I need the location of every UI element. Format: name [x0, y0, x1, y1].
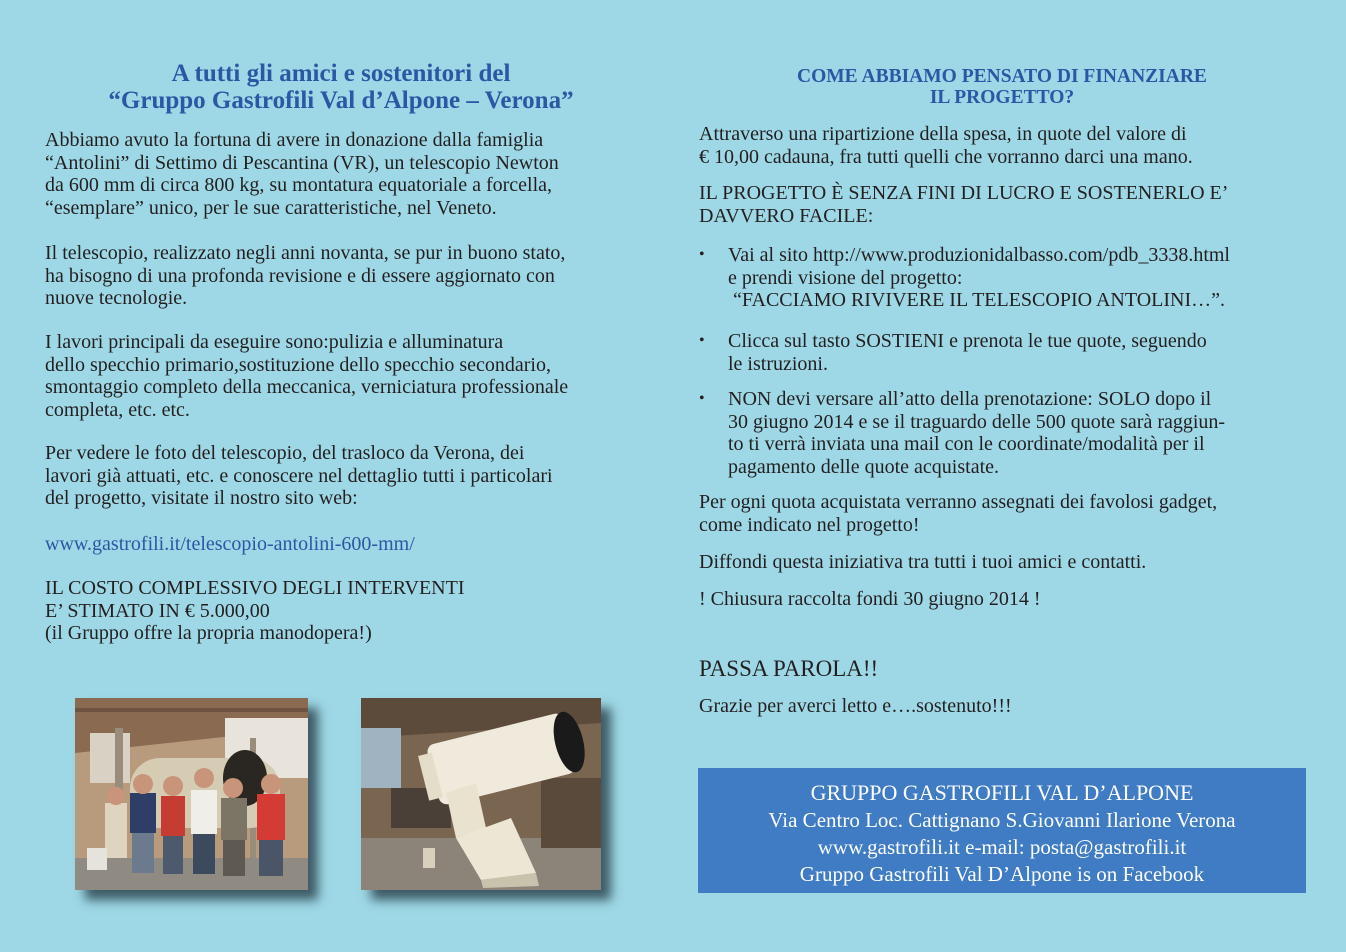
right-title — [699, 66, 1305, 108]
contact-web-email[interactable]: www.gastrofili.it e-mail: posta@gastrofili.it — [817, 835, 1187, 859]
text-line: I lavori principali da eseguire sono:pulizia e alluminatura — [45, 331, 504, 353]
text-line: Vai al sito http://www.produzionidalbasso.com/pdb_3338.html — [728, 244, 1230, 266]
text-line: del progetto, visitate il nostro sito web: — [45, 487, 358, 510]
contact-box — [698, 768, 1306, 893]
text-line: “esemplare” unico, per le sue caratteristiche, nel Veneto. — [45, 196, 497, 219]
text-line: dello specchio primario,sostituzione dello specchio secondario, — [45, 353, 551, 376]
text-line: “FACCIAMO RIVIVERE IL TELESCOPIO ANTOLINI…”. — [728, 289, 1226, 312]
text-line: pagamento delle quote acquistate. — [728, 455, 1000, 478]
text-line: Attraverso una ripartizione della spesa, in quote del valore di — [699, 123, 1187, 145]
thanks-text: Grazie per averci letto e….sostenuto!!! — [699, 695, 1012, 717]
left-title-line2: “Gruppo Gastrofili Val d’Alpone – Verona” — [108, 87, 574, 114]
text-line: E’ STIMATO IN € 5.000,00 — [45, 599, 270, 622]
left-title-line1: A tutti gli amici e sostenitori del — [171, 60, 511, 87]
right-paragraph-3 — [699, 491, 1217, 536]
right-paragraph-4: Diffondi questa iniziativa tra tutti i tuoi amici e contatti. — [699, 551, 1147, 573]
passa-parola-heading: PASSA PAROLA!! — [699, 656, 879, 681]
contact-facebook[interactable]: Gruppo Gastrofili Val D’Alpone is on Facebook — [799, 862, 1205, 886]
text-line: to ti verrà inviata una mail con le coordinate/modalità per il — [728, 433, 1205, 456]
left-paragraph-3 — [45, 331, 568, 421]
text-line: Per ogni quota acquistata verranno assegnati dei favolosi gadget, — [699, 491, 1218, 513]
right-paragraph-1 — [699, 123, 1193, 168]
bullet-icon: • — [699, 390, 705, 407]
left-paragraph-2 — [45, 242, 565, 310]
contact-address: Via Centro Loc. Cattignano S.Giovanni Ilarione Verona — [768, 808, 1236, 832]
right-paragraph-2 — [699, 182, 1228, 227]
text-line: Per vedere le foto del telescopio, del trasloco da Verona, dei — [45, 442, 525, 464]
website-link[interactable]: www.gastrofili.it/telescopio-antolini-600-mm/ — [45, 533, 415, 555]
bullet-icon: • — [699, 246, 705, 263]
cost-statement — [45, 577, 465, 645]
text-line: Il telescopio, realizzato negli anni novanta, se pur in buono stato, — [45, 242, 566, 264]
left-title — [45, 60, 637, 114]
right-title-line1: COME ABBIAMO PENSATO DI FINANZIARE — [797, 66, 1207, 87]
bullet-icon: • — [699, 332, 705, 349]
text-line: Abbiamo avuto la fortuna di avere in donazione dalla famiglia — [45, 129, 544, 151]
group-photo — [75, 698, 308, 890]
text-line: smontaggio completo della meccanica, verniciatura professionale — [45, 376, 569, 399]
text-line: e prendi visione del progetto: — [728, 266, 963, 289]
left-paragraph-1 — [45, 129, 559, 219]
text-line: completa, etc. etc. — [45, 398, 190, 421]
left-paragraph-4 — [45, 442, 553, 510]
text-line: ha bisogno di una profonda revisione e di essere aggiornato con — [45, 264, 555, 287]
text-line: IL COSTO COMPLESSIVO DEGLI INTERVENTI — [45, 577, 465, 599]
text-line: € 10,00 cadauna, fra tutti quelli che vorranno darci una mano. — [699, 145, 1193, 168]
text-line: IL PROGETTO È SENZA FINI DI LUCRO E SOSTENERLO E’ — [699, 182, 1229, 204]
right-title-line2: IL PROGETTO? — [929, 87, 1075, 108]
text-line: “Antolini” di Settimo di Pescantina (VR), un telescopio Newton — [45, 151, 559, 174]
telescope-photo — [361, 698, 601, 890]
deadline-notice: ! Chiusura raccolta fondi 30 giugno 2014 ! — [699, 588, 1041, 610]
text-line: Clicca sul tasto SOSTIENI e prenota le tue quote, seguendo — [728, 330, 1207, 352]
text-line: nuove tecnologie. — [45, 287, 188, 310]
text-line: DAVVERO FACILE: — [699, 204, 874, 227]
text-line: come indicato nel progetto! — [699, 513, 920, 536]
text-line: (il Gruppo offre la propria manodopera!) — [45, 622, 372, 645]
contact-name: GRUPPO GASTROFILI VAL D’ALPONE — [810, 780, 1194, 805]
text-line: le istruzioni. — [728, 352, 828, 375]
text-line: NON devi versare all’atto della prenotazione: SOLO dopo il — [728, 388, 1212, 410]
text-line: lavori già attuati, etc. e conoscere nel dettaglio tutti i particolari — [45, 464, 553, 487]
text-line: 30 giugno 2014 e se il traguardo delle 500 quote sarà raggiun- — [728, 410, 1226, 433]
text-line: da 600 mm di circa 800 kg, su montatura equatoriale a forcella, — [45, 174, 553, 197]
